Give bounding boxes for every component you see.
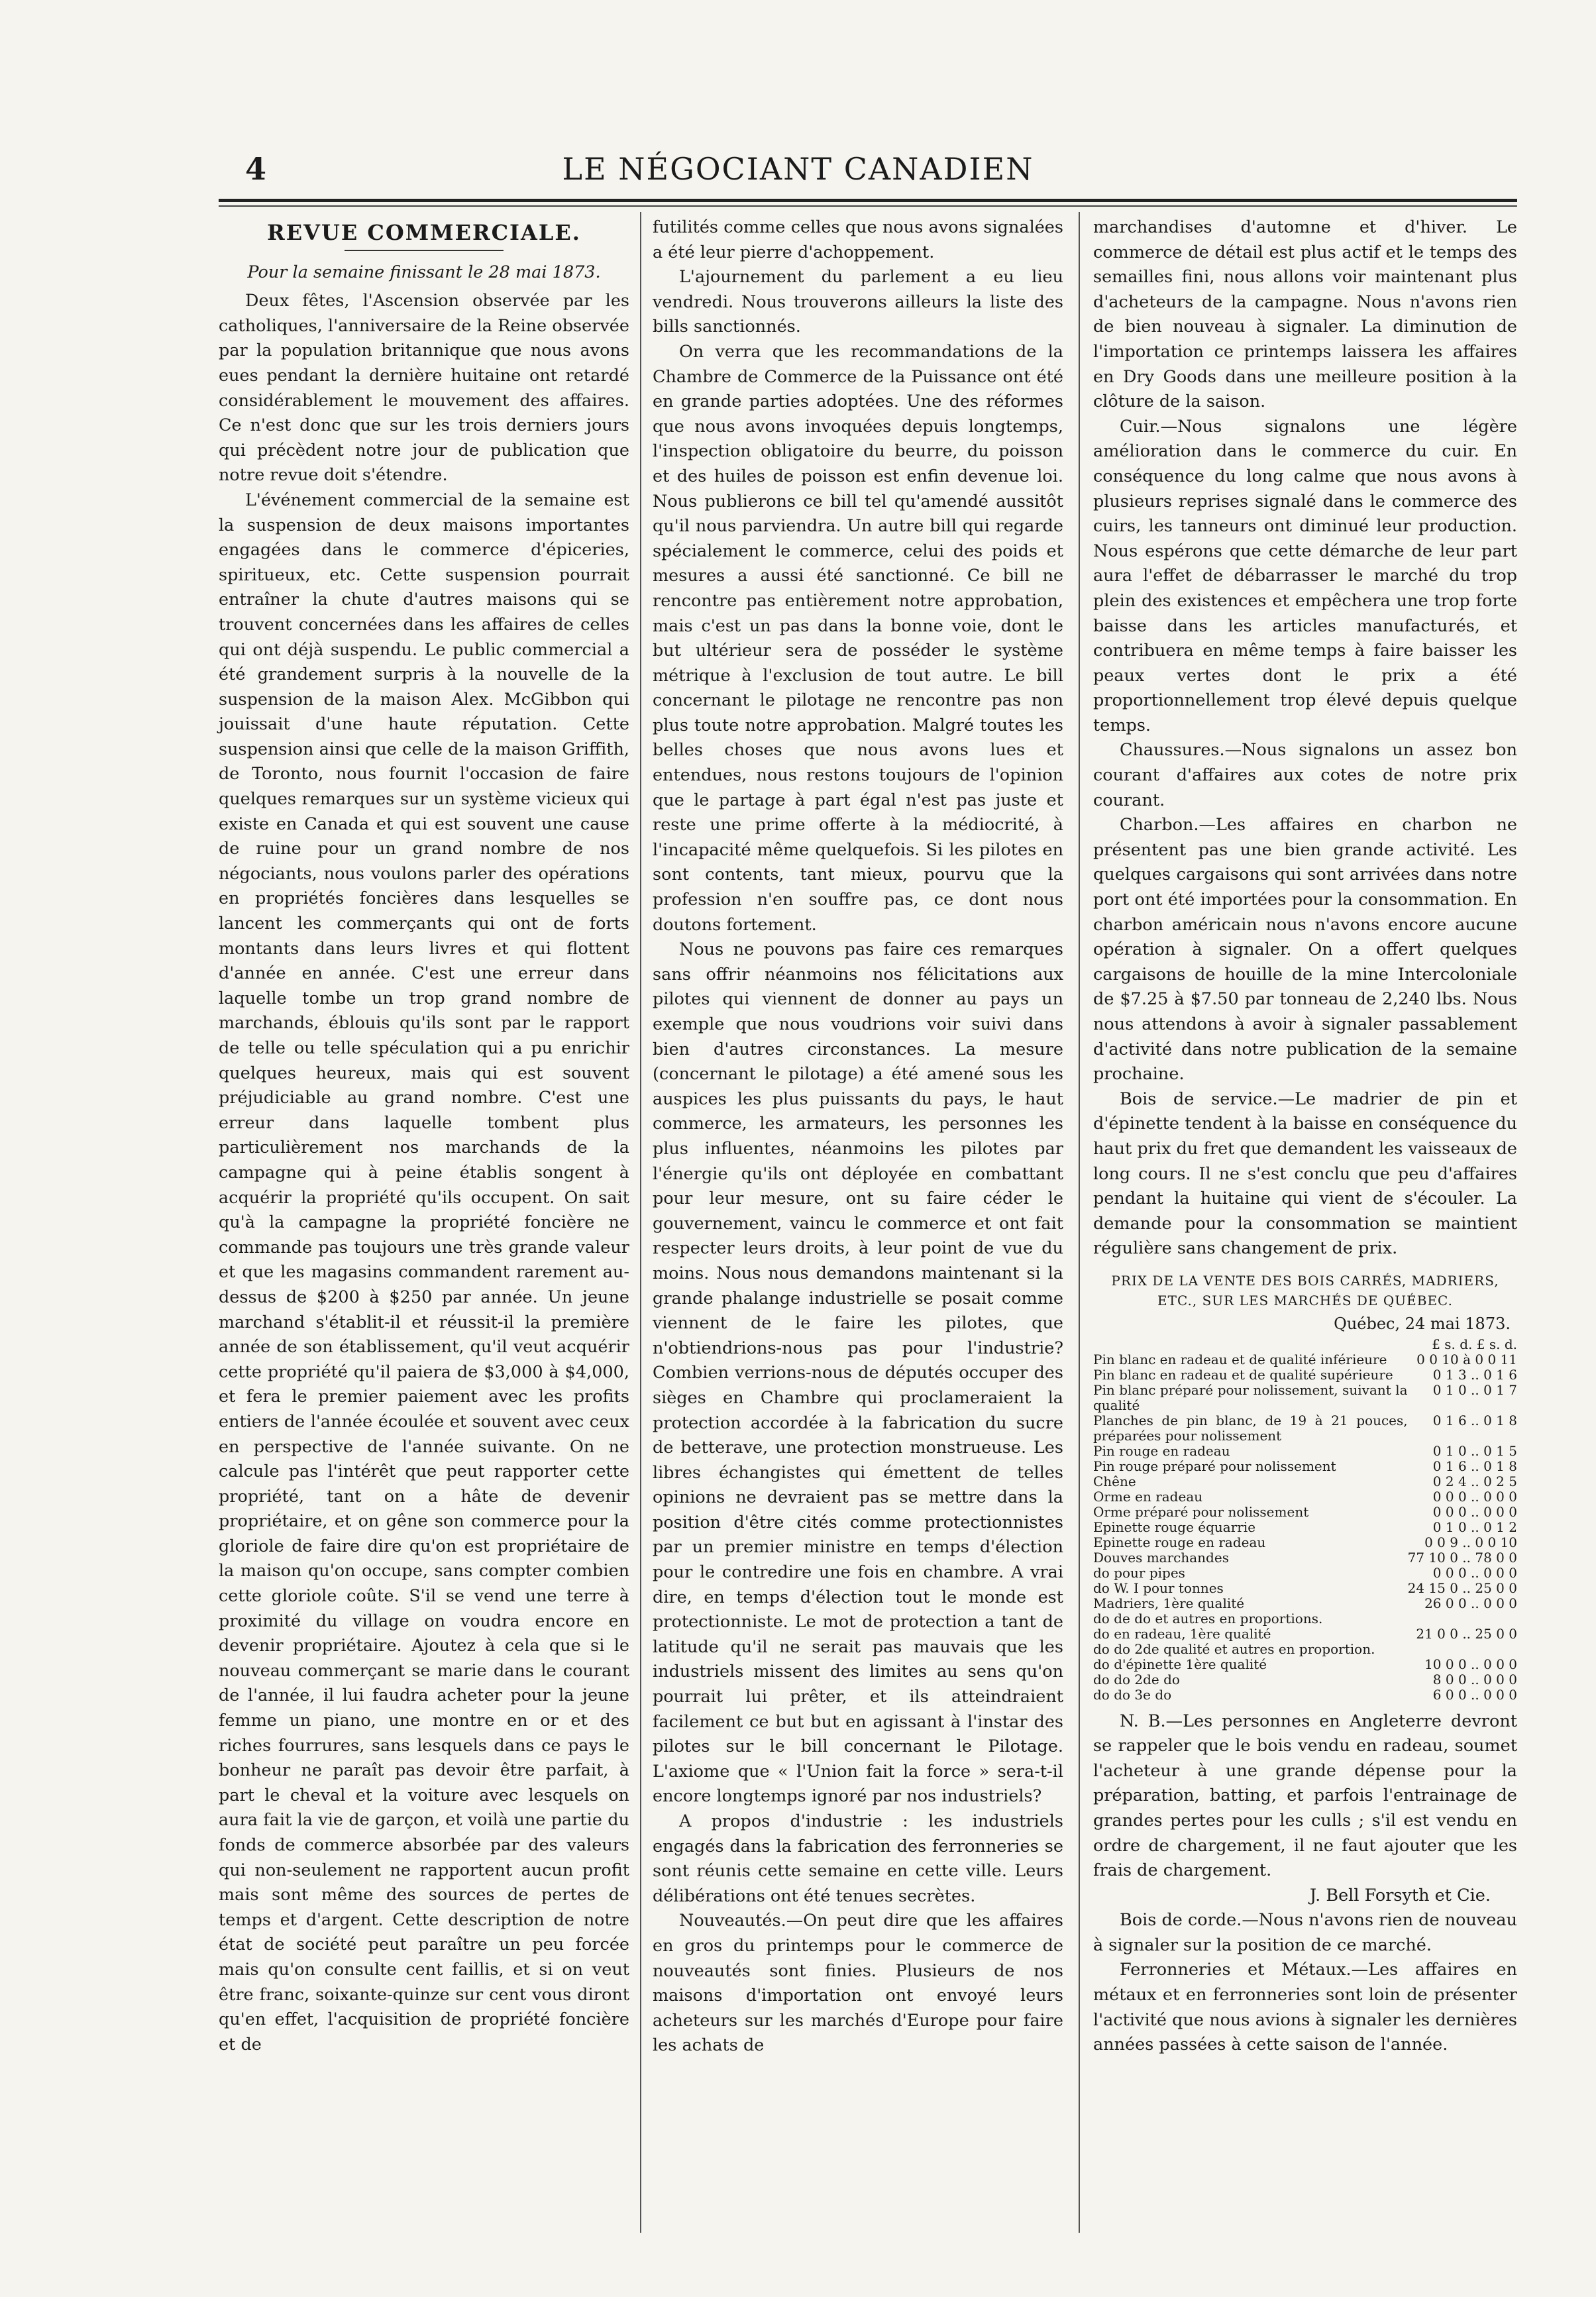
article-title: REVUE COMMERCIALE.: [267, 220, 581, 245]
price-value: 0 1 0 .. 0 1 7: [1432, 1381, 1517, 1398]
price-value: 0 2 4 .. 0 2 5: [1432, 1473, 1517, 1489]
paragraph: Cuir.—Nous signalons une légère amélioration dans le commerce du cuir. En conséquence du long calme que nous avons à plusieurs reprises signalé dans le commerce des cuirs, les tanneurs ont diminué leur production. Nous espérons que cette démarche de leur part aura l'effet de débarrasser le marché du trop plein des existences et empêchera une trop forte baisse dans les articles manufacturés, et contribuera en même temps à faire baisser les peaux vertes dont le prix a été proportionnellement trop élevé depuis quelque temps.: [1093, 416, 1517, 735]
price-item: Orme en radeau: [1093, 1488, 1203, 1505]
price-item: Douves marchandes: [1093, 1549, 1229, 1566]
price-row: [1093, 1520, 1517, 1535]
price-item: do W. I pour tonnes: [1093, 1579, 1224, 1596]
price-item: Pin blanc en radeau et de qualité supérieure: [1093, 1366, 1393, 1383]
price-item: Madriers, 1ère qualité: [1093, 1595, 1245, 1611]
price-value: 0 1 0 .. 0 1 5: [1432, 1442, 1517, 1459]
price-row: [1093, 1596, 1517, 1611]
price-row: [1093, 1611, 1517, 1627]
page-number: 4: [245, 151, 267, 187]
price-item: do d'épinette 1ère qualité: [1093, 1656, 1267, 1672]
paragraph: futilités comme celles que nous avons signalées a été leur pierre d'achoppement.: [653, 217, 1063, 262]
price-row: [1093, 1627, 1517, 1642]
price-value: 0 0 0 .. 0 0 0: [1432, 1503, 1517, 1520]
price-value: 26 0 0 .. 0 0 0: [1424, 1595, 1517, 1611]
column-3: [1093, 215, 1517, 2058]
price-item: Pin rouge préparé pour nolissement: [1093, 1458, 1336, 1474]
price-value: 8 0 0 .. 0 0 0: [1432, 1671, 1517, 1687]
price-row: [1093, 1642, 1517, 1657]
header-rule: [219, 199, 1517, 202]
price-item: do pour pipes: [1093, 1564, 1185, 1581]
price-value: 0 0 9 .. 0 0 10: [1424, 1534, 1517, 1550]
price-table: [1093, 1337, 1517, 1703]
price-item: do do 3e do: [1093, 1686, 1172, 1703]
price-item: Epinette rouge en radeau: [1093, 1534, 1266, 1550]
price-row: [1093, 1413, 1517, 1444]
paragraph: N. B.—Les personnes en Angleterre devront se rappeler que le bois vendu en radeau, soumet l'acheteur à une grande dépense pour la préparation, batting, et parfois l'entrainage de grandes pertes pour les culls ; s'il est vendu en ordre de chargement, il ne faut ajouter que les frais de chargement.: [1093, 1711, 1517, 1881]
price-value: [1408, 1611, 1517, 1627]
price-row: [1093, 1383, 1517, 1413]
paragraph: Bois de corde.—Nous n'avons rien de nouveau à signaler sur la position de ce marché.: [1093, 1910, 1517, 1955]
price-item: do do 2de do: [1093, 1671, 1180, 1687]
price-value: 6 0 0 .. 0 0 0: [1432, 1686, 1517, 1703]
price-item: Orme préparé pour nolissement: [1093, 1503, 1309, 1520]
column-divider: [1079, 212, 1080, 2233]
price-row: [1093, 1444, 1517, 1459]
price-item: do en radeau, 1ère qualité: [1093, 1625, 1271, 1642]
price-value: 0 1 3 .. 0 1 6: [1432, 1366, 1517, 1383]
price-value: 0 1 0 .. 0 1 2: [1432, 1519, 1517, 1535]
paragraph: L'événement commercial de la semaine est la suspension de deux maisons importantes engagées dans le commerce d'épiceries, spiritueux, etc. Cette suspension pourrait entraîner la chute d'autres maisons qui se trouvent concernées dans les affaires de celles qui ont déjà suspendu. Le public commercial a été grandement surpris à la nouvelle de la suspension de la maison Alex. McGibbon qui jouissait d'une haute réputation. Cette suspension ainsi que celle de la maison Griffith, de Toronto, nous fournit l'occasion de faire quelques remarques sur un système vicieux qui existe en Canada et qui est souvent une cause de ruine pour un grand nombre de nos négociants, nous voulons parler des opérations en propriétés foncières dans lesquelles se lancent les commerçants qui ont de forts montants dans leurs livres et qui flottent d'année en année. C'est une erreur dans laquelle tombe un trop grand nombre de marchands, éblouis qu'ils sont par le rapport de telle ou telle spéculation qui a pu enrichir quelques heureux, mais qui est souvent préjudiciable au grand nombre. C'est une erreur dans laquelle tombent plus particulièrement nos marchands de la campagne qui à peine établis songent à acquérir la propriété qu'ils occupent. On sait qu'à la campagne la propriété foncière ne commande pas toujours une très grande valeur et que les magasins commandent rarement au-dessus de $200 à $250 par année. Un jeune marchand s'établit-il et réussit-il la première année de son établissement, qu'il veut acquérir cette propriété qu'il paiera de $3,000 à $4,000, et fera le premier paiement avec les profits entiers de l'année écoulée et souvent avec ceux en perspective de l'année suivante. On ne calcule pas l'intérêt que peut rapporter cette propriété, tant on a hâte de devenir propriétaire, et on gêne son commerce pour la gloriole de faire dire qu'on est propriétaire de la maison qu'on occupe, sans compter combien cette gloriole coûte. S'il se vend une terre à proximité du village on voudra encore en devenir propriétaire. Ajoutez à cela que si le nouveau commerçant se marie dans le courant de l'année, il lui faudra acheter pour la jeune femme un piano, une montre en or et des riches fourrures, sans lesquels dans ce pays le bonheur ne paraît pas devoir être parfait, à part le cheval et la voiture avec lesquels on aura fait la vie de garçon, et voilà une partie du fonds de commerce absorbée par des valeurs qui non-seulement ne rapportent aucun profit mais sont même des sources de pertes de temps et d'argent. Cette description de notre état de société peut paraître un peu forcée mais qu'on consulte cent faillis, et si on veut être franc, soixante-quinze sur cent vous diront qu'en effet, l'acquisition de propriété foncière et de: [219, 490, 629, 2055]
price-value: 24 15 0 .. 25 0 0: [1407, 1579, 1517, 1596]
paragraph: Ferronneries et Métaux.—Les affaires en métaux et en ferronneries sont loin de présenter l'activité que nous avions à signaler les dernières années passées à cette saison de l'année.: [1093, 1960, 1517, 2055]
price-row: [1093, 1352, 1517, 1367]
price-row: [1093, 1535, 1517, 1550]
price-row: [1093, 1672, 1517, 1687]
paragraph: L'ajournement du parlement a eu lieu vendredi. Nous trouverons ailleurs la liste des bills sanctionnés.: [653, 267, 1063, 337]
paragraph: Bois de service.—Le madrier de pin et d'épinette tendent à la baisse en conséquence du haut prix du fret que demandent les vaisseaux de long cours. Il ne s'est conclu que peu d'affaires pendant la huitaine qui vient de s'écouler. La demande pour la consommation se maintient régulière sans changement de prix.: [1093, 1089, 1517, 1259]
price-value: 0 0 10 à 0 0 11: [1416, 1351, 1517, 1367]
article-dateline: Pour la semaine finissant le 28 mai 1873.: [247, 262, 601, 282]
column-2: [653, 215, 1063, 2058]
column-1: [219, 215, 629, 2057]
price-value: 0 1 6 .. 0 1 8: [1432, 1458, 1517, 1474]
price-row: [1093, 1367, 1517, 1383]
price-item: do de do et autres en proportions.: [1093, 1610, 1323, 1627]
title-rule: [345, 250, 504, 251]
price-item: Pin rouge en radeau: [1093, 1442, 1230, 1459]
paragraph: Nous ne pouvons pas faire ces remarques sans offrir néanmoins nos félicitations aux pilotes qui viennent de donner au pays un exemple que nous voudrions voir suivi dans bien d'autres circonstances. La mesure (concernant le pilotage) a été amené sous les auspices les plus puissants du pays, le haut commerce, les armateurs, les personnes les plus influentes, néanmoins les pilotes par l'énergie qu'ils ont déployée en combattant pour leur mesure, ont su faire céder le gouvernement, vaincu le commerce et ont fait respecter leurs droits, à leur point de vue du moins. Nous nous demandons maintenant si la grande phalange industrielle se posait comme viennent de le faire les pilotes, que n'obtiendrions-nous pas pour l'industrie? Combien verrions-nous de députés occuper des sièges en Chambre qui proclameraient la protection accordée à la fabrication du sucre de betterave, une protection monstrueuse. Les libres échangistes qui émettent de telles opinions ne devraient pas se mettre dans la position d'être cités comme protectionnistes par un premier ministre en temps d'élection pour le contredire une fois en chambre. A vrai dire, en temps d'élection tout le monde est protectionniste. Le mot de protection a tant de latitude qu'il ne serait pas mauvais que les industriels missent des limites au sens qu'on pourrait lui prêter, et ils atteindraient facilement ce but but en agissant à l'instar des pilotes sur le bill concernant le Pilotage. L'axiome que « l'Union fait la force » sera-t-il encore longtemps ignoré par nos industriels?: [653, 939, 1063, 1807]
price-row: [1093, 1566, 1517, 1581]
price-value: 21 0 0 .. 25 0 0: [1416, 1625, 1517, 1642]
paragraph: On verra que les recommandations de la Chambre de Commerce de la Puissance ont été en grande parties adoptées. Une des réformes que nous avons invoquées depuis longtemps, l'inspection obligatoire du beurre, du poisson et des huiles de poisson est enfin devenue loi. Nous publierons ce bill tel qu'amendé aussitôt qu'il nous parviendra. Un autre bill qui regarde spécialement le commerce, celui des poids et mesures a aussi été sanctionné. Ce bill ne rencontre pas entièrement notre approbation, mais c'est un pas dans la bonne voie, dont le but ultérieur sera de posséder le système métrique à l'exclusion de tout autre. Le bill concernant le pilotage ne rencontre pas non plus toute notre approbation. Malgré toutes les belles choses que nous avons lues et entendues, nous restons toujours de l'opinion que le partage à part égal n'est pas juste et reste une prime offerte à la médiocrité, à l'incapacité même quelquefois. Si les pilotes en sont contents, tant mieux, pourvu que la profession n'en souffre pas, ce dont nous doutons fortement.: [653, 341, 1063, 935]
price-item: Chêne: [1093, 1473, 1136, 1489]
price-row: [1093, 1505, 1517, 1520]
header-rule-thin: [219, 205, 1517, 207]
price-row: [1093, 1687, 1517, 1703]
paragraph: Nouveautés.—On peut dire que les affaires en gros du printemps pour le commerce de nouveautés sont finies. Plusieurs de nos maisons d'importation ont envoyé leurs acheteurs sur les marchés d'Europe pour faire les achats de: [653, 1911, 1063, 2056]
paragraph: A propos d'industrie : les industriels engagés dans la fabrication des ferronneries se sont réunis cette semaine en cette ville. Leurs délibérations ont été tenues secrètes.: [653, 1811, 1063, 1906]
price-table-date: Québec, 24 mai 1873.: [1334, 1314, 1511, 1333]
price-value: 0 1 6 .. 0 1 8: [1432, 1412, 1517, 1428]
price-row: [1093, 1581, 1517, 1596]
price-value: 10 0 0 .. 0 0 0: [1424, 1656, 1517, 1672]
price-value: 0 0 0 .. 0 0 0: [1432, 1564, 1517, 1581]
price-table-header: [1093, 1337, 1517, 1352]
newspaper-title: LE NÉGOCIANT CANADIEN: [562, 151, 1034, 187]
price-row: [1093, 1489, 1517, 1505]
price-table-title: PRIX DE LA VENTE DES BOIS CARRÉS, MADRIERS, ETC., SUR LES MARCHÉS DE QUÉBEC.: [1111, 1272, 1499, 1309]
price-item: Pin blanc préparé pour nolissement, suivant la qualité: [1093, 1381, 1408, 1413]
price-item: Pin blanc en radeau et de qualité inférieure: [1093, 1351, 1387, 1367]
paragraph: Chaussures.—Nous signalons un assez bon courant d'affaires aux cotes de notre prix courant.: [1093, 740, 1517, 810]
price-item: Epinette rouge équarrie: [1093, 1519, 1256, 1535]
price-row: [1093, 1459, 1517, 1474]
price-item: Planches de pin blanc, de 19 à 21 pouces, préparées pour nolissement: [1093, 1412, 1408, 1444]
price-row: [1093, 1550, 1517, 1566]
price-value: 0 0 0 .. 0 0 0: [1432, 1488, 1517, 1505]
paragraph: marchandises d'automne et d'hiver. Le commerce de détail est plus actif et le temps des semailles fini, nous allons voir maintenant plus d'acheteurs de la campagne. Nous n'avons rien de bien nouveau à signaler. La diminution de l'importation ce printemps laissera les affaires en Dry Goods dans une meilleure position à la clôture de la saison.: [1093, 217, 1517, 412]
price-unit-header: £ s. d. £ s. d.: [1432, 1336, 1517, 1352]
column-divider: [640, 212, 641, 2233]
price-value: [1408, 1642, 1517, 1657]
price-value: 77 10 0 .. 78 0 0: [1407, 1549, 1517, 1566]
price-item: do do 2de qualité et autres en proportion.: [1093, 1640, 1375, 1657]
paragraph: Charbon.—Les affaires en charbon ne présentent pas une bien grande activité. Les quelques cargaisons qui sont arrivées dans notre port ont été importées pour la consommation. En charbon américain nous n'avons encore aucune opération à signaler. On a offert quelques cargaisons de houille de la mine Intercoloniale de $7.25 à $7.50 par tonneau de 2,240 lbs. Nous nous attendons à avoir à signaler passablement d'activité dans notre publication de la semaine prochaine.: [1093, 815, 1517, 1085]
paragraph: Deux fêtes, l'Ascension observée par les catholiques, l'anniversaire de la Reine observée par la population britannique que nous avons eues pendant la dernière huitaine ont retardé considérablement le mouvement des affaires. Ce n'est donc que sur les trois derniers jours qui précèdent notre jour de publication que notre revue doit s'étendre.: [219, 291, 629, 486]
signature: J. Bell Forsyth et Cie.: [1309, 1885, 1491, 1905]
price-row: [1093, 1474, 1517, 1489]
price-row: [1093, 1657, 1517, 1672]
